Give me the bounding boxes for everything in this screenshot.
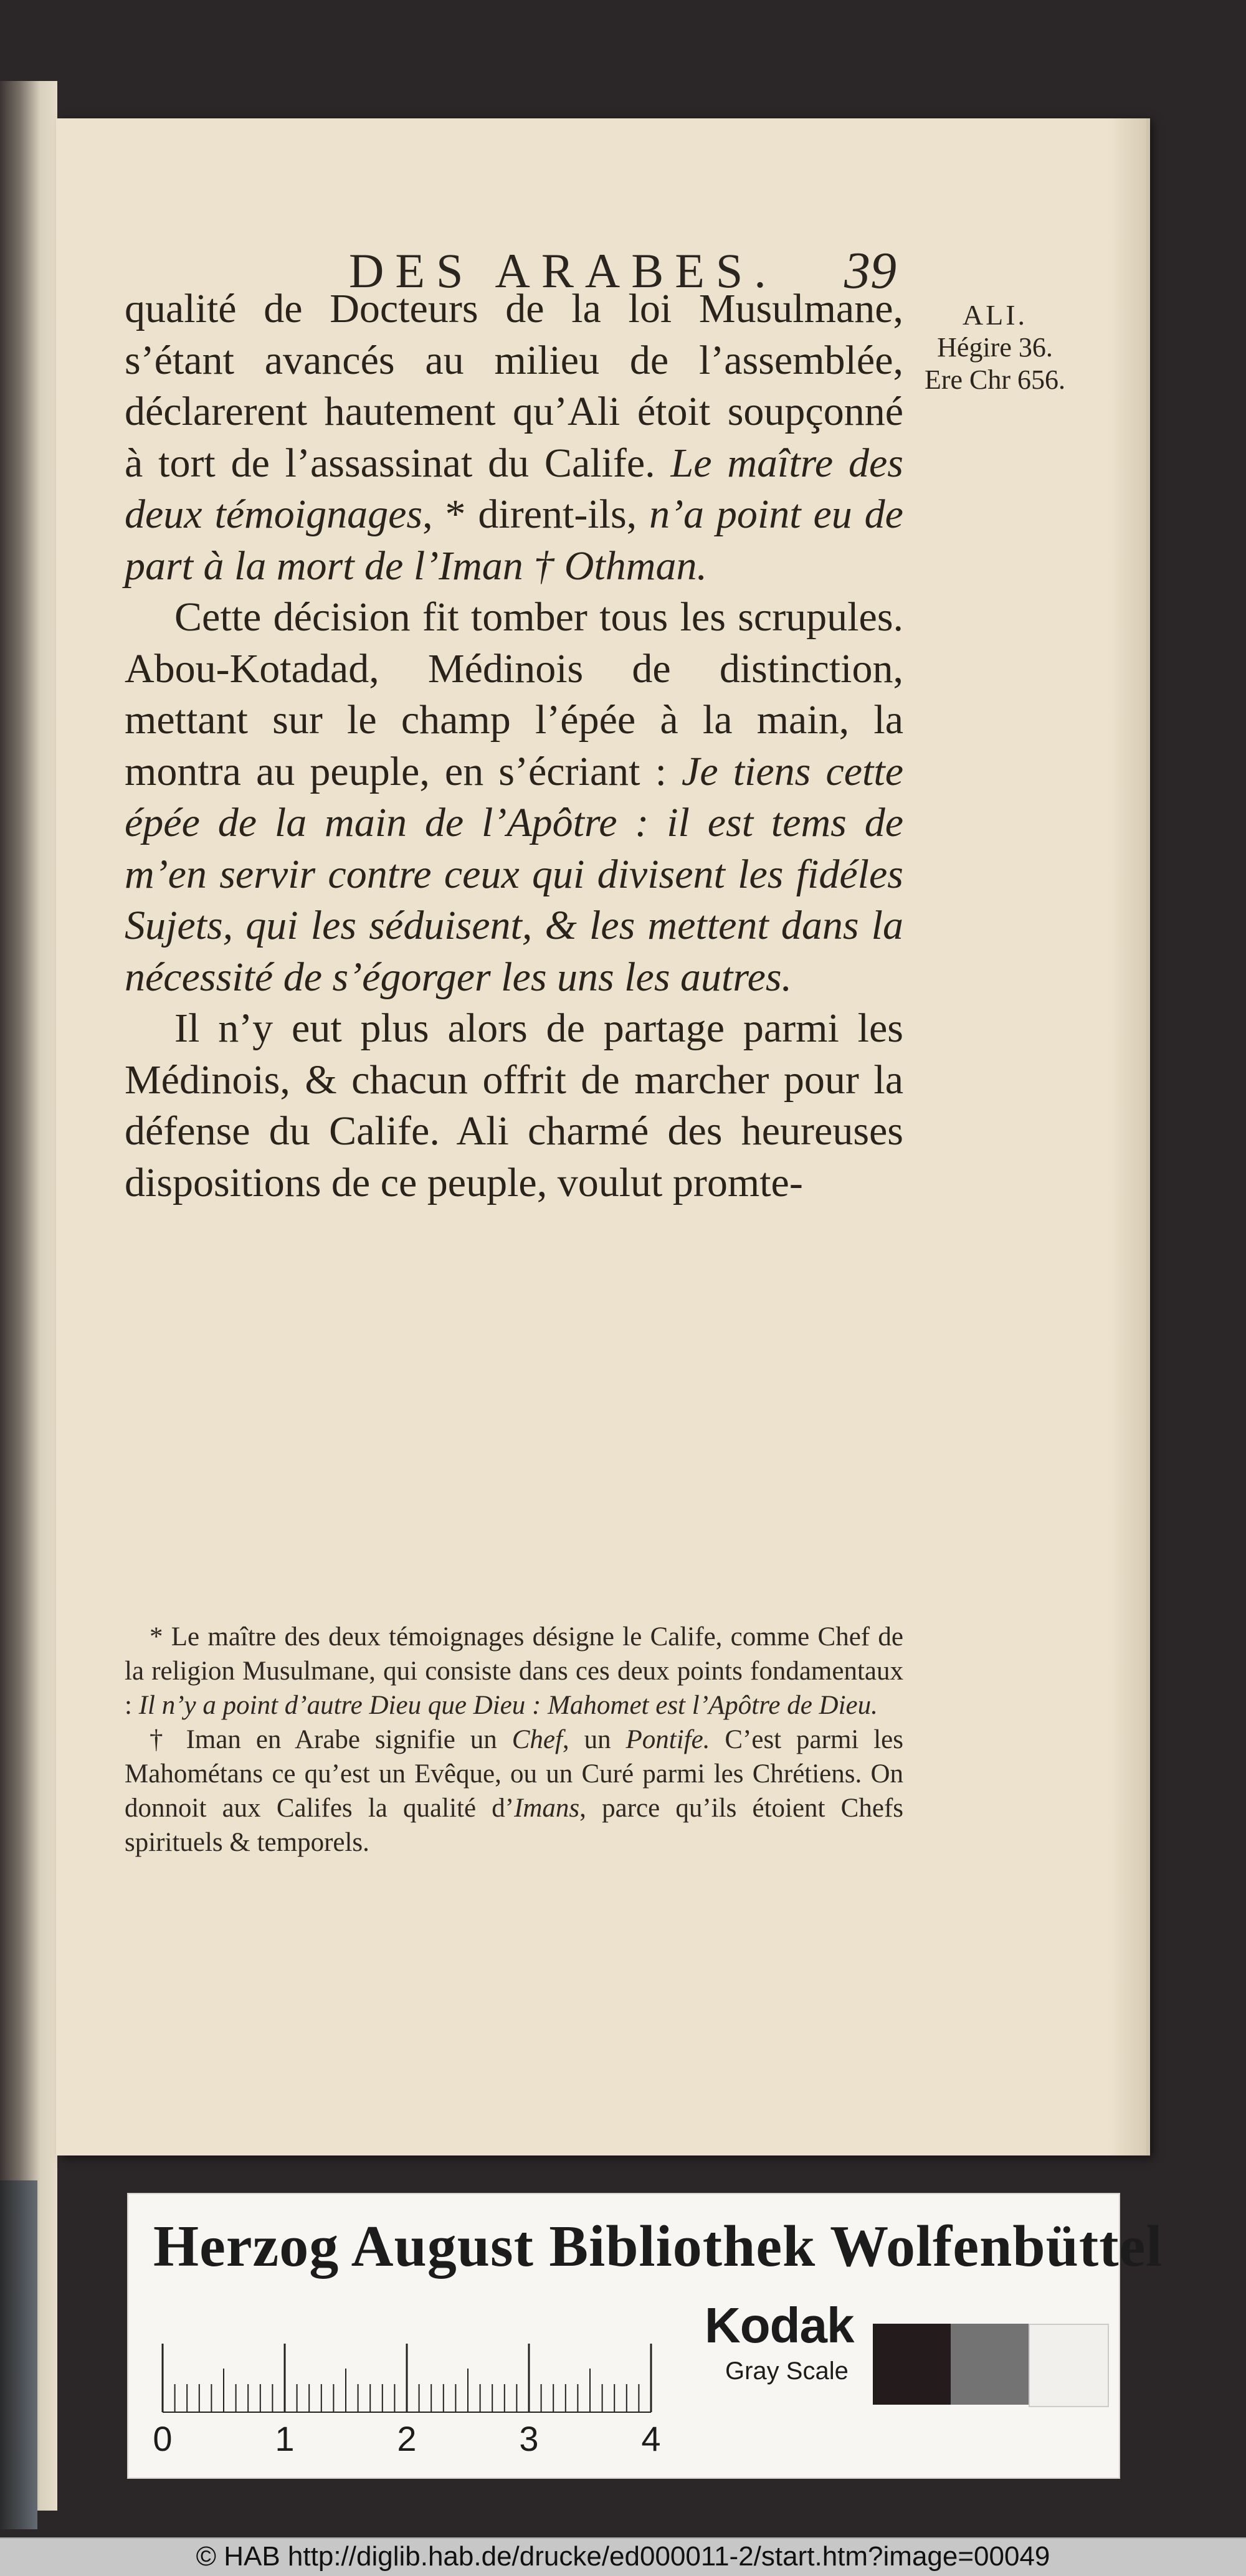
text-span: , * dirent-ils, xyxy=(422,492,650,537)
footnote xyxy=(125,1723,903,1860)
library-name: Herzog August Bibliothek Wolfenbüttel xyxy=(153,2214,1163,2279)
footnote-text-italic: Il n’y a point d’autre Dieu que Dieu : Mahomet est l’Apôtre de Dieu. xyxy=(138,1691,878,1720)
text-span: qualité de Docteurs de la loi Musulmane, s’étant avancés au milieu de l’assemblée, déclarerent hautement qu’Ali étoit soupçonné à tort de l’assassinat du Calife. xyxy=(125,286,903,486)
adjacent-page-edge xyxy=(0,81,57,2511)
footnote-text: * Le maître des deux témoignages désigne le Calife, comme Chef de la religion Musulmane, qui consiste dans ces deux points fondamentaux : xyxy=(125,1622,903,1720)
main-text xyxy=(125,283,903,1209)
paragraph xyxy=(125,283,903,592)
footnote-text: , un xyxy=(562,1725,626,1754)
swatch-mid xyxy=(951,2324,1029,2405)
swatch-light xyxy=(1029,2324,1109,2407)
footnote-text: , parce qu’ils étoient Chefs spirituels & temporels. xyxy=(125,1794,904,1857)
page-number: 39 xyxy=(844,242,896,300)
scan-bed-edge xyxy=(0,2180,37,2529)
footnote-text-italic: Chef xyxy=(511,1725,563,1754)
text-span-italic: Je tiens cette épée de la main de l’Apôtre : il est tems de m’en servir contre ceux qui divisent les fidéles Sujets, qui les séduisent, & les mettent dans la nécessité de s’égorger les uns les autres. xyxy=(125,748,904,1000)
book-page xyxy=(56,118,1146,2155)
margin-note-ere: Ere Chr 656. xyxy=(924,364,1066,395)
swatch-dark xyxy=(873,2324,951,2405)
gray-scale-label: Gray Scale xyxy=(725,2357,849,2385)
kodak-logo: Kodak xyxy=(705,2298,854,2353)
ruler-scale xyxy=(153,2319,782,2458)
text-span-italic: n’a point eu de part à la mort de l’Iman † Othman. xyxy=(125,492,903,589)
ruler-number: 2 xyxy=(397,2419,417,2458)
text-span: Il n’y eut plus alors de partage parmi les Médinois, & chacun offrit de marcher pour la défense du Calife. Ali charmé des heureuses dispositions de ce peuple, voulut promte- xyxy=(125,1005,903,1205)
ruler-number: 4 xyxy=(641,2419,661,2458)
paragraph xyxy=(125,592,903,1003)
ruler-number: 1 xyxy=(275,2419,295,2458)
running-head: DES ARABES. xyxy=(349,244,778,298)
margin-note-hegire: Hégire 36. xyxy=(937,332,1053,363)
margin-note xyxy=(911,299,1079,396)
copyright-url: © HAB http://diglib.hab.de/drucke/ed000011-2/start.htm?image=00049 xyxy=(196,2541,1050,2572)
footnote-text: † Iman en Arabe signifie un xyxy=(150,1725,512,1754)
text-span: Cette décision fit tomber tous les scrupules. Abou-Kotadad, Médinois de distinction, mettant sur le champ l’épée à la main, la montra au peuple, en s’écriant : xyxy=(125,594,903,794)
footnote-text: C’est parmi les Mahométans ce qu’est un Evêque, ou un Curé parmi les Chrétiens. On donnoit aux Califes la qualité d’ xyxy=(125,1725,904,1823)
text-span-italic: Le maître des deux témoignages xyxy=(125,440,903,537)
footnotes xyxy=(125,1620,903,1860)
margin-note-name: ALI. xyxy=(962,299,1028,331)
paragraph xyxy=(125,1003,903,1209)
footnote-text-italic: Pontife. xyxy=(625,1725,710,1754)
ruler-number: 0 xyxy=(153,2419,173,2458)
ruler-number: 3 xyxy=(519,2419,539,2458)
footnote xyxy=(125,1620,903,1723)
footnote-text-italic: Imans xyxy=(514,1794,580,1823)
color-calibration-card xyxy=(127,2193,1163,2479)
